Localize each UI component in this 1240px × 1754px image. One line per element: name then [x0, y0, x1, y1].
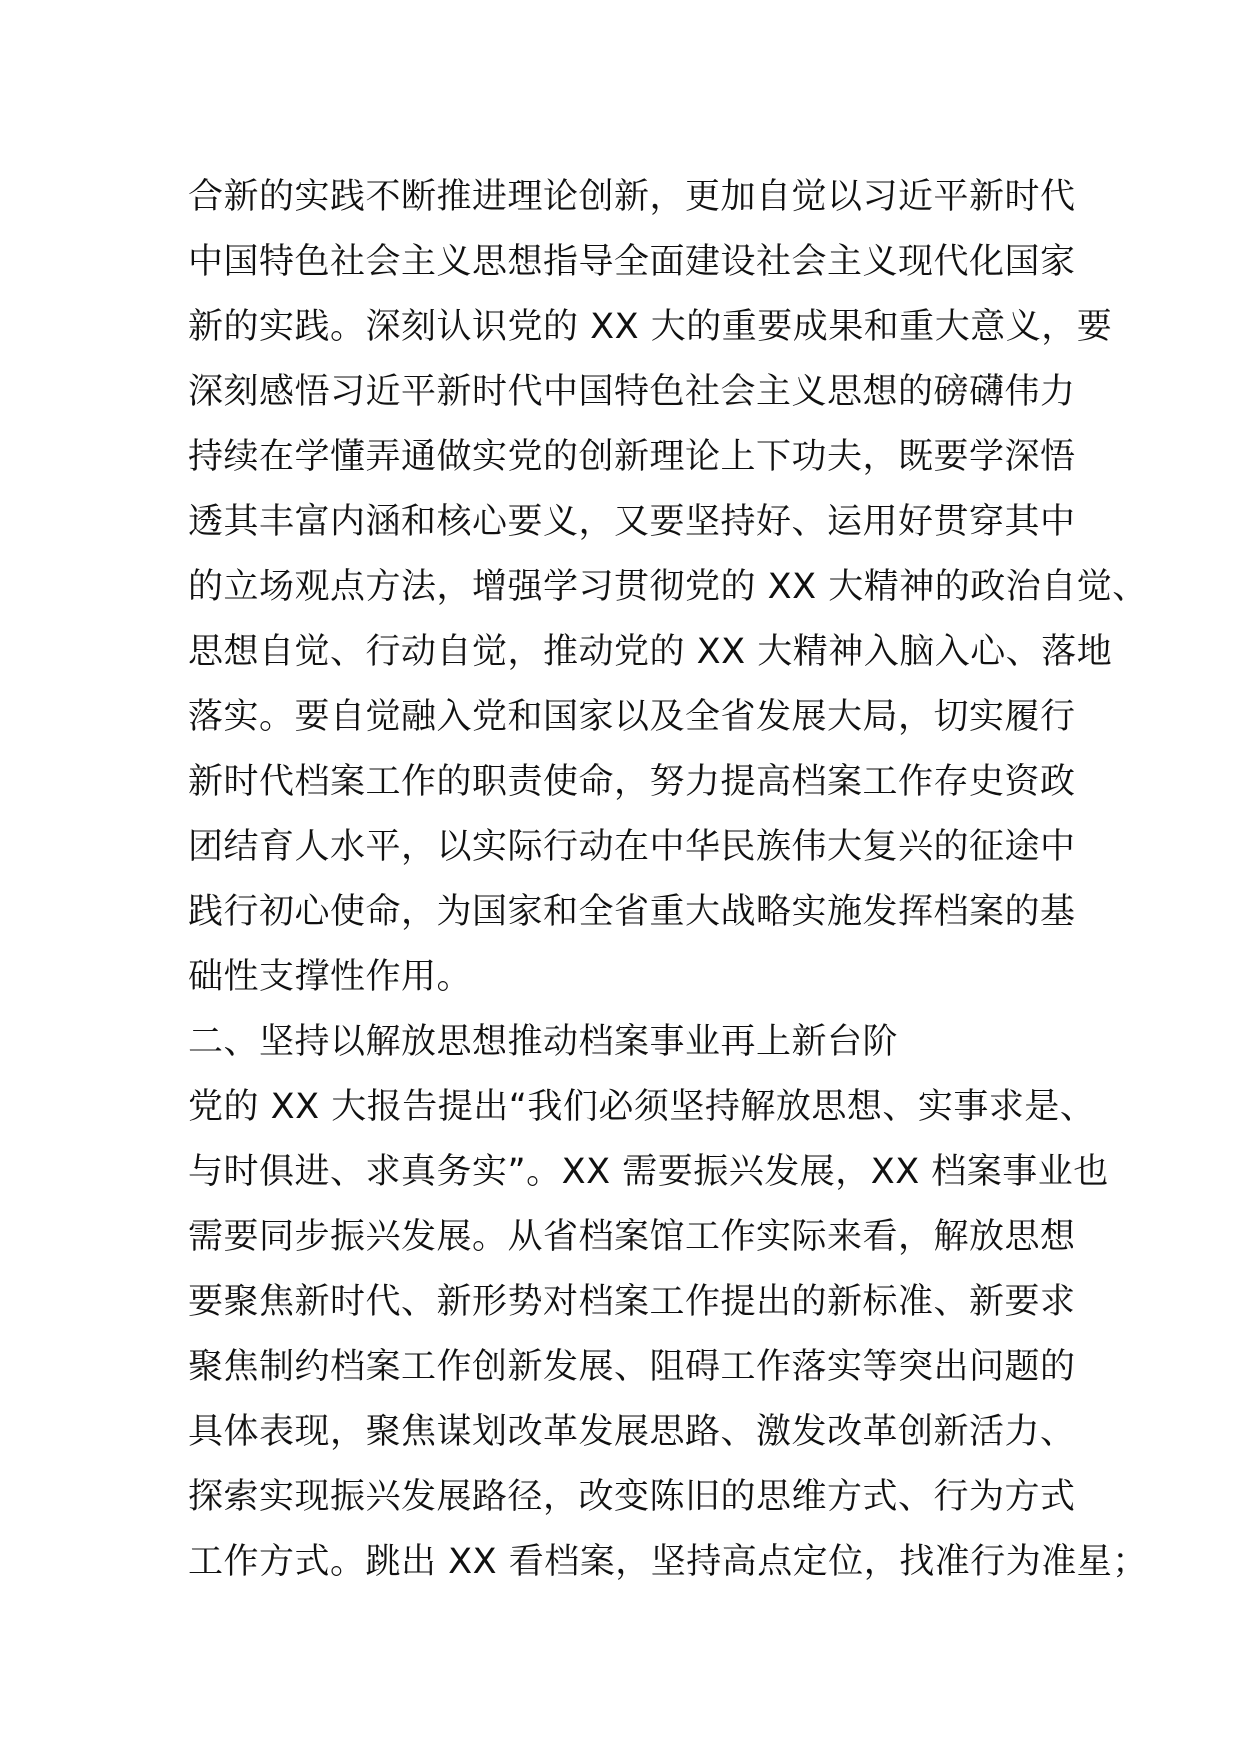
text-line: 中国特色社会主义思想指导全面建设社会主义现代化国家	[188, 242, 1076, 282]
body-text	[188, 165, 1148, 1595]
text-line: 透其丰富内涵和核心要义，又要坚持好、运用好贯穿其中	[188, 502, 1076, 542]
text-line: 新时代档案工作的职责使命，努力提高档案工作存史资政	[188, 762, 1076, 802]
text-line: 探索实现振兴发展路径，改变陈旧的思维方式、行为方式	[188, 1477, 1076, 1517]
text-line: 与时俱进、求真务实”。XX 需要振兴发展，XX 档案事业也	[188, 1152, 1109, 1192]
text-line: 思想自觉、行动自觉，推动党的 XX 大精神入脑入心、落地	[188, 632, 1113, 672]
text-line: 聚焦制约档案工作创新发展、阻碍工作落实等突出问题的	[188, 1347, 1076, 1387]
text-line: 础性支撑性作用。	[188, 957, 473, 997]
text-line: 党的 XX 大报告提出“我们必须坚持解放思想、实事求是、	[188, 1087, 1096, 1127]
text-line: 合新的实践不断推进理论创新，更加自觉以习近平新时代	[188, 177, 1076, 217]
text-line: 需要同步振兴发展。从省档案馆工作实际来看，解放思想	[188, 1217, 1076, 1257]
text-line: 持续在学懂弄通做实党的创新理论上下功夫，既要学深悟	[188, 437, 1076, 477]
section-heading: 二、坚持以解放思想推动档案事业再上新台阶	[188, 1022, 899, 1062]
text-line: 工作方式。跳出 XX 看档案，坚持高点定位，找准行为准星；	[188, 1542, 1148, 1582]
text-line: 深刻感悟习近平新时代中国特色社会主义思想的磅礴伟力	[188, 372, 1076, 412]
text-line: 践行初心使命，为国家和全省重大战略实施发挥档案的基	[188, 892, 1076, 932]
text-line: 新的实践。深刻认识党的 XX 大的重要成果和重大意义，要	[188, 307, 1113, 347]
text-line: 落实。要自觉融入党和国家以及全省发展大局，切实履行	[188, 697, 1076, 737]
text-line: 具体表现，聚焦谋划改革发展思路、激发改革创新活力、	[188, 1412, 1076, 1452]
text-line: 团结育人水平，以实际行动在中华民族伟大复兴的征途中	[188, 827, 1076, 867]
text-line: 要聚焦新时代、新形势对档案工作提出的新标准、新要求	[188, 1282, 1076, 1322]
text-line: 的立场观点方法，增强学习贯彻党的 XX 大精神的政治自觉、	[188, 567, 1148, 607]
